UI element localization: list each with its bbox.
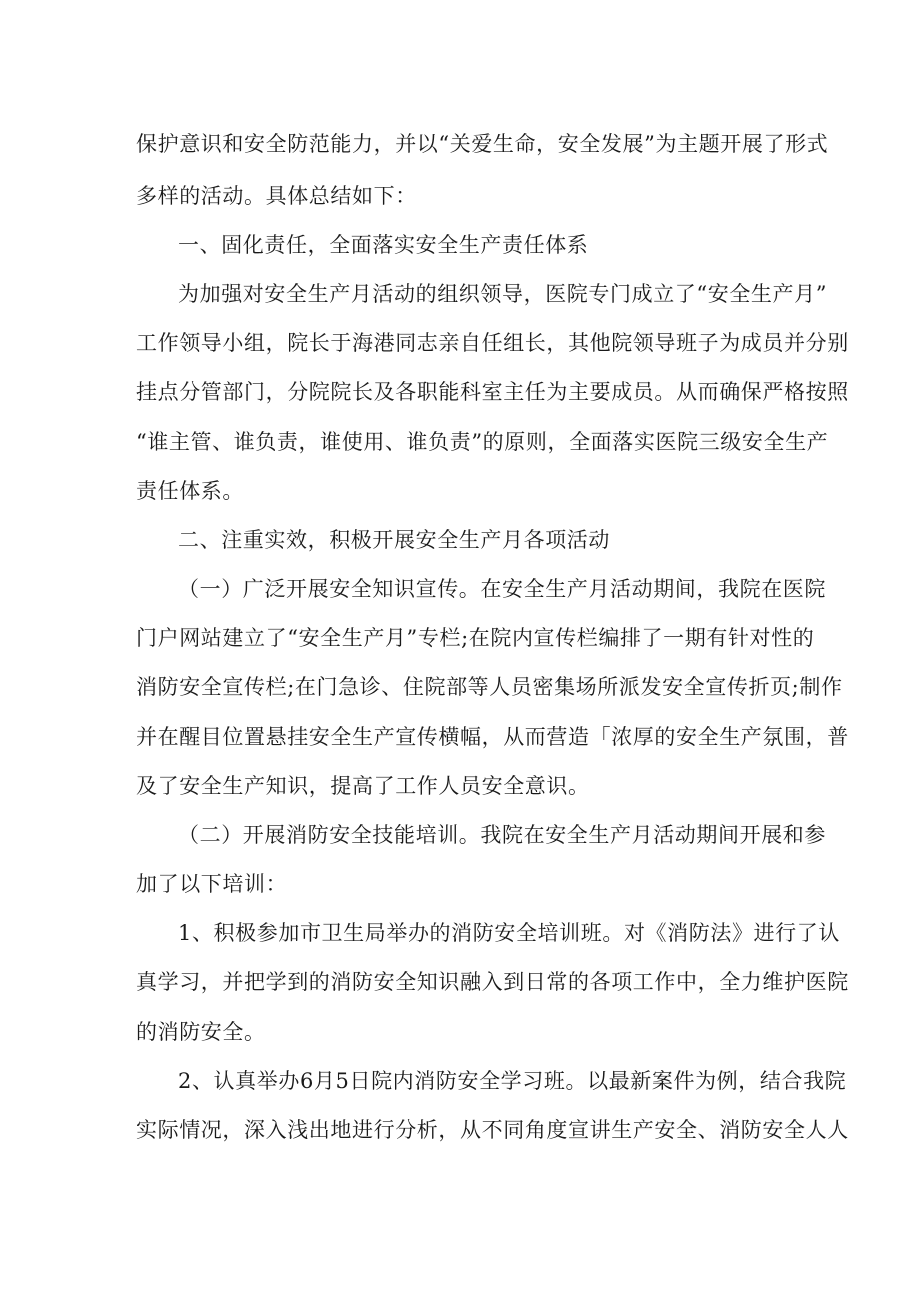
text-line: 工作领导小组，院长于海港同志亲自任组长，其他院领导班子为成员并分别	[136, 331, 849, 355]
text-line: 加了以下培训：	[136, 872, 288, 896]
text-line: 为加强对安全生产月活动的组织领导，医院专门成立了“安全生产月”	[178, 282, 828, 306]
section-heading: 一、固化责任，全面落实安全生产责任体系	[178, 233, 589, 257]
text-line: 实际情况，深入浅出地进行分析，从不同角度宣讲生产安全、消防安全人人	[136, 1118, 849, 1142]
text-line: “谁主管、谁负责，谁使用、谁负责”的原则，全面落实医院三级安全生产	[136, 430, 829, 454]
text-line: 门户网站建立了“安全生产月”专栏;在院内宣传栏编排了一期有针对性的	[136, 626, 815, 650]
text-line: 真学习，并把学到的消防安全知识融入到日常的各项工作中，全力维护医院	[136, 970, 849, 994]
text-line: 责任体系。	[136, 479, 244, 503]
text-line: 并在醒目位置悬挂安全生产宣传横幅，从而营造「浓厚的安全生产氛围，普	[136, 725, 849, 749]
list-item: 2、认真举办6月5日院内消防安全学习班。以最新案件为例，结合我院	[178, 1069, 847, 1093]
text-line: 消防安全宣传栏;在门急诊、住院部等人员密集场所派发安全宣传折页;制作	[136, 675, 843, 699]
text-line: 多样的活动。具体总结如下：	[136, 184, 417, 208]
list-item: 1、积极参加市卫生局举办的消防安全培训班。对《消防法》进行了认	[178, 921, 840, 945]
text-line: 保护意识和安全防范能力，并以“关爱生命，安全发展”为主题开展了形式	[136, 132, 829, 156]
text-line: （二）开展消防安全技能培训。我院在安全生产月活动期间开展和参	[178, 823, 826, 847]
text-line: 的消防安全。	[136, 1020, 266, 1044]
text-line: 及了安全生产知识，提高了工作人员安全意识。	[136, 774, 590, 798]
text-line: （一）广泛开展安全知识宣传。在安全生产月活动期间，我院在医院	[178, 577, 826, 601]
section-heading: 二、注重实效，积极开展安全生产月各项活动	[178, 528, 610, 552]
text-line: 挂点分管部门，分院院长及各职能科室主任为主要成员。从而确保严格按照	[136, 380, 849, 404]
